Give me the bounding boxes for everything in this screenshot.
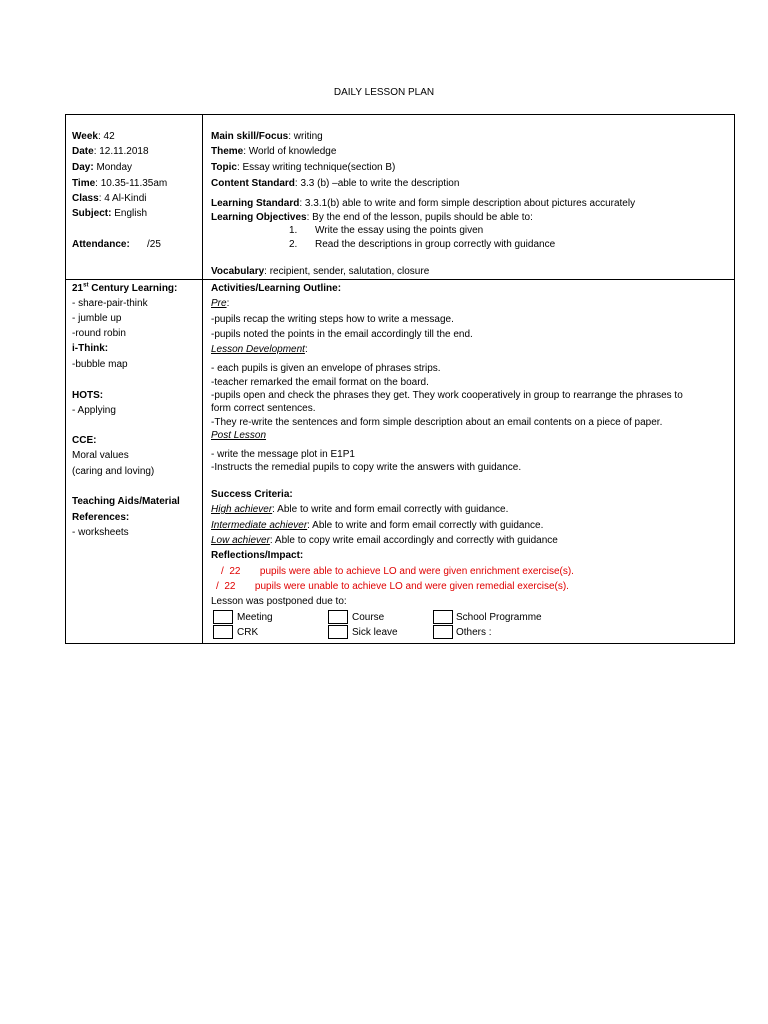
learning-standard-row: [211, 197, 635, 210]
high-achiever-row: [211, 503, 508, 516]
others-checkbox[interactable]: [433, 625, 453, 639]
class-value: : 4 Al-Kindi: [98, 193, 147, 204]
pre-colon: :: [226, 298, 230, 309]
topic-row: [211, 161, 395, 174]
vocabulary-row: [211, 265, 429, 278]
vocabulary-label: Vocabulary: [211, 266, 265, 277]
learning-objectives-row: [211, 211, 533, 224]
topic-label: Topic: [211, 162, 237, 173]
meeting-label: Meeting: [237, 612, 273, 623]
learning-objectives-label: Learning Objectives: [211, 212, 307, 223]
content-standard-row: [211, 177, 459, 190]
development-item-3: -pupils open and check the phrases they get. They work cooperatively in group to rearrange the phrases to: [211, 390, 683, 401]
post-item-2: -Instructs the remedial pupils to copy write the answers with guidance.: [211, 462, 522, 473]
subject-label: Subject:: [72, 208, 112, 219]
objective-number-2: 2.: [289, 239, 298, 250]
skills-cell: [66, 280, 203, 644]
time-row: [72, 177, 167, 190]
school-programme-checkbox[interactable]: [433, 610, 453, 624]
lesson-plan-table: [65, 114, 735, 644]
pre-heading: [211, 297, 229, 310]
reflections-heading: Reflections/Impact:: [211, 550, 304, 561]
crk-checkbox[interactable]: [213, 625, 233, 639]
focus-cell: [203, 115, 735, 280]
meeting-checkbox[interactable]: [213, 610, 233, 624]
day-value: Monday: [93, 162, 133, 173]
objective-item-2: Read the descriptions in group correctly with guidance: [315, 239, 556, 250]
day-row: [72, 161, 132, 174]
century-item-3: -round robin: [72, 328, 126, 339]
teaching-aids-label: Teaching Aids/Material: [72, 496, 180, 507]
development-item-1: - each pupils is given an envelope of phrases strips.: [211, 363, 441, 374]
course-label: Course: [352, 612, 385, 623]
development-heading: [211, 343, 308, 356]
century-superscript: st: [83, 282, 89, 289]
development-item-4: form correct sentences.: [211, 403, 316, 414]
attendance-value: /25: [147, 239, 161, 250]
century-item-2: - jumble up: [72, 313, 122, 324]
century-number: 21: [72, 283, 84, 294]
time-label: Time: [72, 178, 96, 189]
theme-row: [211, 145, 336, 158]
main-skill-row: [211, 130, 323, 143]
reflection-line-remedial: / 22 pupils were unable to achieve LO and were given remedial exercise(s).: [216, 581, 569, 592]
century-text: Century Learning:: [88, 283, 178, 294]
century-item-1: - share-pair-think: [72, 298, 148, 309]
success-criteria-label: Success Criteria: [211, 489, 290, 500]
century-learning-label: [72, 282, 177, 295]
date-row: [72, 145, 149, 158]
development-item-2: -teacher remarked the email format on the board.: [211, 377, 429, 388]
crk-label: CRK: [237, 627, 259, 638]
day-label: Day:: [72, 162, 94, 173]
pre-item-2: -pupils noted the points in the email accordingly till the end.: [211, 329, 473, 340]
postponed-label: Lesson was postponed due to:: [211, 596, 347, 607]
development-item-5: -They re-write the sentences and form simple description about an email contents on a piece of paper.: [211, 417, 663, 428]
low-achiever-row: [211, 534, 558, 547]
cce-label: CCE:: [72, 435, 97, 446]
sick-leave-checkbox[interactable]: [328, 625, 348, 639]
references-item: - worksheets: [72, 527, 129, 538]
post-lesson-heading: Post Lesson: [211, 430, 267, 441]
intermediate-achiever-row: [211, 519, 543, 532]
high-achiever-text: : Able to write and form email correctly with guidance.: [272, 504, 509, 515]
time-value: : 10.35-11.35am: [95, 178, 168, 189]
development-colon: :: [304, 344, 308, 355]
hots-label: HOTS:: [72, 390, 104, 401]
low-achiever-label: Low achiever: [211, 535, 270, 546]
main-skill-label: Main skill/Focus: [211, 131, 289, 142]
theme-value: : World of knowledge: [243, 146, 337, 157]
topic-value: : Essay writing technique(section B): [236, 162, 396, 173]
objective-item-1: Write the essay using the points given: [315, 225, 484, 236]
week-value: : 42: [97, 131, 115, 142]
subject-value: English: [111, 208, 148, 219]
hots-item: - Applying: [72, 405, 116, 416]
learning-standard-value: : 3.3.1(b) able to write and form simple description about pictures accurately: [299, 198, 636, 209]
activities-heading: Activities/Learning Outline:: [211, 283, 342, 294]
date-label: Date: [72, 146, 94, 157]
low-achiever-text: : Able to copy write email accordingly and correctly with guidance: [269, 535, 558, 546]
intermediate-achiever-label: Intermediate achiever: [211, 520, 308, 531]
pre-label: Pre: [211, 298, 227, 309]
ithink-label: i-Think:: [72, 343, 109, 354]
week-row: [72, 130, 115, 143]
sick-leave-label: Sick leave: [352, 627, 398, 638]
content-standard-value: : 3.3 (b) –able to write the description: [294, 178, 460, 189]
others-label: Others :: [456, 627, 492, 638]
development-label: Lesson Development: [211, 344, 305, 355]
week-label: Week: [72, 131, 98, 142]
learning-standard-label: Learning Standard: [211, 198, 300, 209]
ithink-item: -bubble map: [72, 359, 128, 370]
success-criteria-heading: Success Criteria:: [211, 489, 293, 500]
pre-item-1: -pupils recap the writing steps how to write a message.: [211, 314, 454, 325]
page-title: DAILY LESSON PLAN: [333, 87, 435, 98]
reflection-line-enrichment: / 22 pupils were able to achieve LO and were given enrichment exercise(s).: [221, 566, 574, 577]
class-label: Class: [72, 193, 99, 204]
school-programme-label: School Programme: [456, 612, 542, 623]
lesson-info-cell: [66, 115, 203, 280]
class-row: [72, 192, 147, 205]
cce-item-1: Moral values: [72, 450, 129, 461]
post-item-1: - write the message plot in E1P1: [211, 449, 355, 460]
objective-number-1: 1.: [289, 225, 298, 236]
references-label: References:: [72, 512, 130, 523]
reflections-label: Reflections/Impact: [211, 550, 300, 561]
attendance-label: Attendance:: [72, 239, 130, 250]
intermediate-achiever-text: : Able to write and form email correctly with guidance.: [307, 520, 544, 531]
learning-objectives-value: : By the end of the lesson, pupils should be able to:: [306, 212, 533, 223]
high-achiever-label: High achiever: [211, 504, 273, 515]
date-value: : 12.11.2018: [93, 146, 149, 157]
theme-label: Theme: [211, 146, 244, 157]
content-standard-label: Content Standard: [211, 178, 295, 189]
cce-item-2: (caring and loving): [72, 466, 155, 477]
subject-row: [72, 207, 147, 220]
main-skill-value: : writing: [288, 131, 323, 142]
activities-cell: [203, 280, 735, 644]
vocabulary-value: : recipient, sender, salutation, closure: [264, 266, 430, 277]
course-checkbox[interactable]: [328, 610, 348, 624]
